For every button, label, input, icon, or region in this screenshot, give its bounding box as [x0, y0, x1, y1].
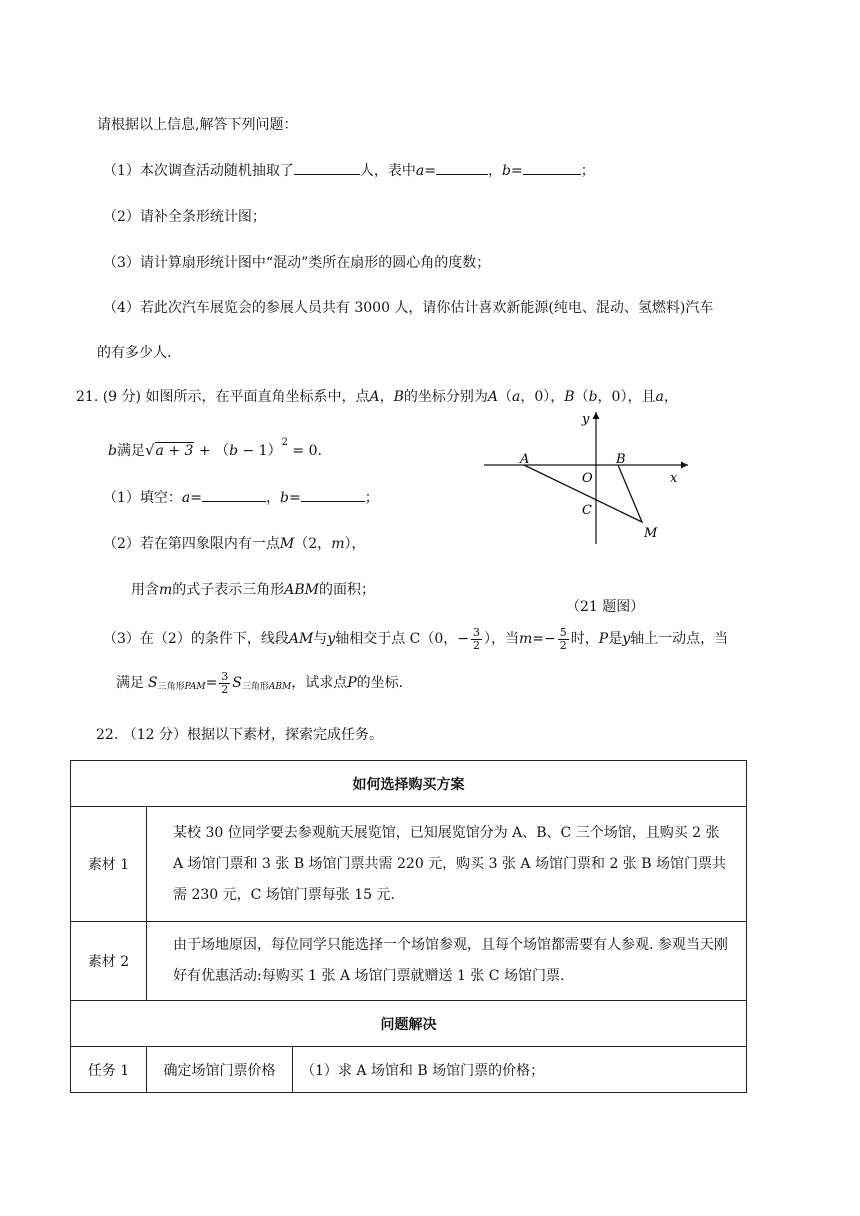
- answer-blank: [202, 487, 266, 502]
- q21-part3b-text: 的坐标.: [356, 675, 404, 691]
- material-1-label: 素材 1: [71, 807, 147, 922]
- q21-part2: [103, 533, 365, 553]
- intro-text: 请根据以上信息,解答下列问题：: [97, 117, 298, 133]
- semicolon: ；: [364, 490, 379, 506]
- area-subscript-var: ABM: [268, 682, 292, 692]
- answer-blank: [523, 160, 581, 175]
- condition-text: = 0.: [287, 443, 322, 459]
- area-subscript: 三角形: [241, 682, 269, 692]
- coordinate-figure: [470, 400, 710, 560]
- q21-part2b-text: 的式子表示三角形: [172, 582, 285, 598]
- comma: ，: [266, 490, 280, 506]
- material-2-text: 由于场地原因，每位同学只能选择一个场馆参观，且每个场馆都需要有人参观. 参观当天刚好有优惠活动:每购买 1 张 A 场馆门票就赠送 1 张 C 场馆门票.: [147, 922, 747, 1001]
- section-title: 问题解决: [71, 1001, 747, 1047]
- answer-blank: [301, 487, 365, 502]
- point-m: M: [279, 536, 295, 552]
- label-o: O: [582, 471, 593, 486]
- q20-part2: （2）请补全条形统计图；: [103, 209, 266, 225]
- sqrt-body: a + 3: [155, 443, 194, 459]
- q21-part1-text: （1）填空：: [103, 490, 182, 506]
- comma: ，: [379, 389, 394, 405]
- area-symbol: S: [148, 675, 158, 691]
- coord-text: （2，: [294, 536, 332, 552]
- q21-condition: [108, 437, 322, 460]
- var-a: a: [415, 163, 425, 179]
- label-a: A: [520, 452, 530, 467]
- var-b: b: [108, 443, 117, 459]
- coord-text: ，0），: [520, 389, 565, 405]
- answer-blank: [294, 160, 360, 175]
- q21-part3-text: 时，: [570, 631, 599, 647]
- segment-am: AM: [288, 631, 314, 647]
- condition-text: + （: [194, 443, 230, 459]
- numerator: 5: [559, 625, 567, 639]
- figure-caption: （21 题图）: [566, 599, 645, 615]
- area-subscript: 三角形: [157, 682, 185, 692]
- numerator: 3: [221, 669, 229, 683]
- task-1-name: 确定场馆门票价格: [147, 1047, 293, 1093]
- var-y: y: [622, 631, 631, 647]
- condition-text: − 1）: [238, 443, 282, 459]
- area-symbol: S: [232, 675, 242, 691]
- task-1-label: 任务 1: [71, 1047, 147, 1093]
- point-b: B: [393, 389, 404, 405]
- q21-header-text: 的坐标分别为: [403, 389, 488, 405]
- point-p: P: [347, 675, 357, 691]
- q22-header: 22. （12 分）根据以下素材，探索完成任务。: [96, 727, 383, 743]
- material-1-text: 某校 30 位同学要去参观航天展览馆，已知展览馆分为 A、B、C 三个场馆，且购买 2 张 A 场馆门票和 3 张 B 场馆门票共需 220 元，购买 3 张 A 场馆门票和 2 张 B 场馆门票共需 230 元，C 场馆门票每张 15 元.: [147, 807, 747, 922]
- q21-part3: [103, 625, 728, 653]
- material-2-label: 素材 2: [71, 922, 147, 1001]
- q21-part3-text: 与: [313, 631, 328, 647]
- q21-part2b-text: 用含: [131, 582, 159, 598]
- var-a-eq: a=: [181, 490, 202, 506]
- q21-part3-text: =−: [532, 631, 556, 647]
- var-a: a: [512, 389, 521, 405]
- var-m: m: [519, 631, 533, 647]
- area-subscript-var: PAM: [184, 682, 206, 692]
- var-a: a: [655, 389, 664, 405]
- var-b-eq: b=: [280, 490, 301, 506]
- triangle-abm: ABM: [284, 582, 320, 598]
- fraction-3-2: [219, 671, 230, 696]
- paren: （: [498, 389, 512, 405]
- denominator: 2: [221, 682, 229, 696]
- exponent: 2: [281, 437, 288, 448]
- denominator: 2: [559, 638, 567, 652]
- q20-part1-text: 本次调查活动随机抽取了: [139, 163, 294, 179]
- denominator: 2: [473, 638, 481, 652]
- coord-text: ），: [344, 536, 366, 552]
- equals: =: [510, 163, 523, 179]
- q21-part2b: [131, 579, 375, 599]
- label-b: B: [616, 452, 626, 467]
- point-a: A: [369, 389, 380, 405]
- material-table: [70, 760, 747, 1093]
- point-b: B: [564, 389, 575, 405]
- coord-text: ，0），且: [597, 389, 656, 405]
- comma: ，: [488, 163, 503, 179]
- fraction-5-2: [558, 627, 569, 652]
- part-number: （1）: [103, 163, 140, 179]
- table-title: 如何选择购买方案: [71, 761, 747, 807]
- q21-part3b-text: 满足: [116, 675, 144, 691]
- q20-part1: [103, 160, 595, 180]
- task-1-text: （1）求 A 场馆和 B 场馆门票的价格；: [293, 1047, 747, 1093]
- comma: ，: [663, 389, 678, 405]
- var-b: b: [588, 389, 598, 405]
- var-b: b: [229, 443, 239, 459]
- q21-part3-text: 轴上一动点，当: [630, 631, 729, 647]
- equals: =: [205, 675, 218, 691]
- q21-part3-text: 是: [608, 631, 623, 647]
- q21-part3-text: （3）在（2）的条件下，线段: [103, 631, 289, 647]
- q20-part3: （3）请计算扇形统计图中“混动”类所在扇形的圆心角的度数；: [103, 255, 491, 271]
- answer-blank: [436, 160, 488, 175]
- fraction-3-2: [471, 627, 482, 652]
- var-m: m: [331, 536, 345, 552]
- label-c: C: [582, 503, 592, 518]
- condition-text: 满足: [116, 443, 145, 459]
- semicolon: ；: [580, 163, 595, 179]
- paren: （: [574, 389, 589, 405]
- q21-part1: [103, 487, 379, 507]
- q21-part3-text: 轴相交于点 C（0，−: [335, 631, 470, 647]
- q21-part2b-text: 的面积；: [319, 582, 376, 598]
- var-y: y: [327, 631, 336, 647]
- q21-part2-text: （2）若在第四象限内有一点: [103, 536, 280, 552]
- q20-part4-line2: 的有多少人.: [97, 345, 172, 361]
- var-m: m: [159, 582, 173, 598]
- numerator: 3: [473, 625, 481, 639]
- point-p: P: [598, 631, 609, 647]
- equals: =: [424, 163, 437, 179]
- label-y: y: [582, 412, 590, 427]
- sqrt-sign: √: [144, 441, 155, 459]
- q20-part4-line1: （4）若此次汽车展览会的参展人员共有 3000 人，请你估计喜欢新能源(纯电、混动、氢燃料)汽车: [103, 300, 714, 316]
- q20-part1-text: 人，表中: [359, 163, 416, 179]
- q21-header-text: 21. (9 分) 如图所示，在平面直角坐标系中，点: [76, 389, 370, 405]
- q21-part3b: [116, 668, 403, 702]
- label-m: M: [644, 526, 658, 541]
- point-a: A: [487, 389, 498, 405]
- q21-part3-text: ），当: [484, 631, 520, 647]
- q21-part3b-text: ，试求点: [291, 675, 348, 691]
- var-b: b: [502, 163, 511, 179]
- label-x: x: [670, 471, 678, 486]
